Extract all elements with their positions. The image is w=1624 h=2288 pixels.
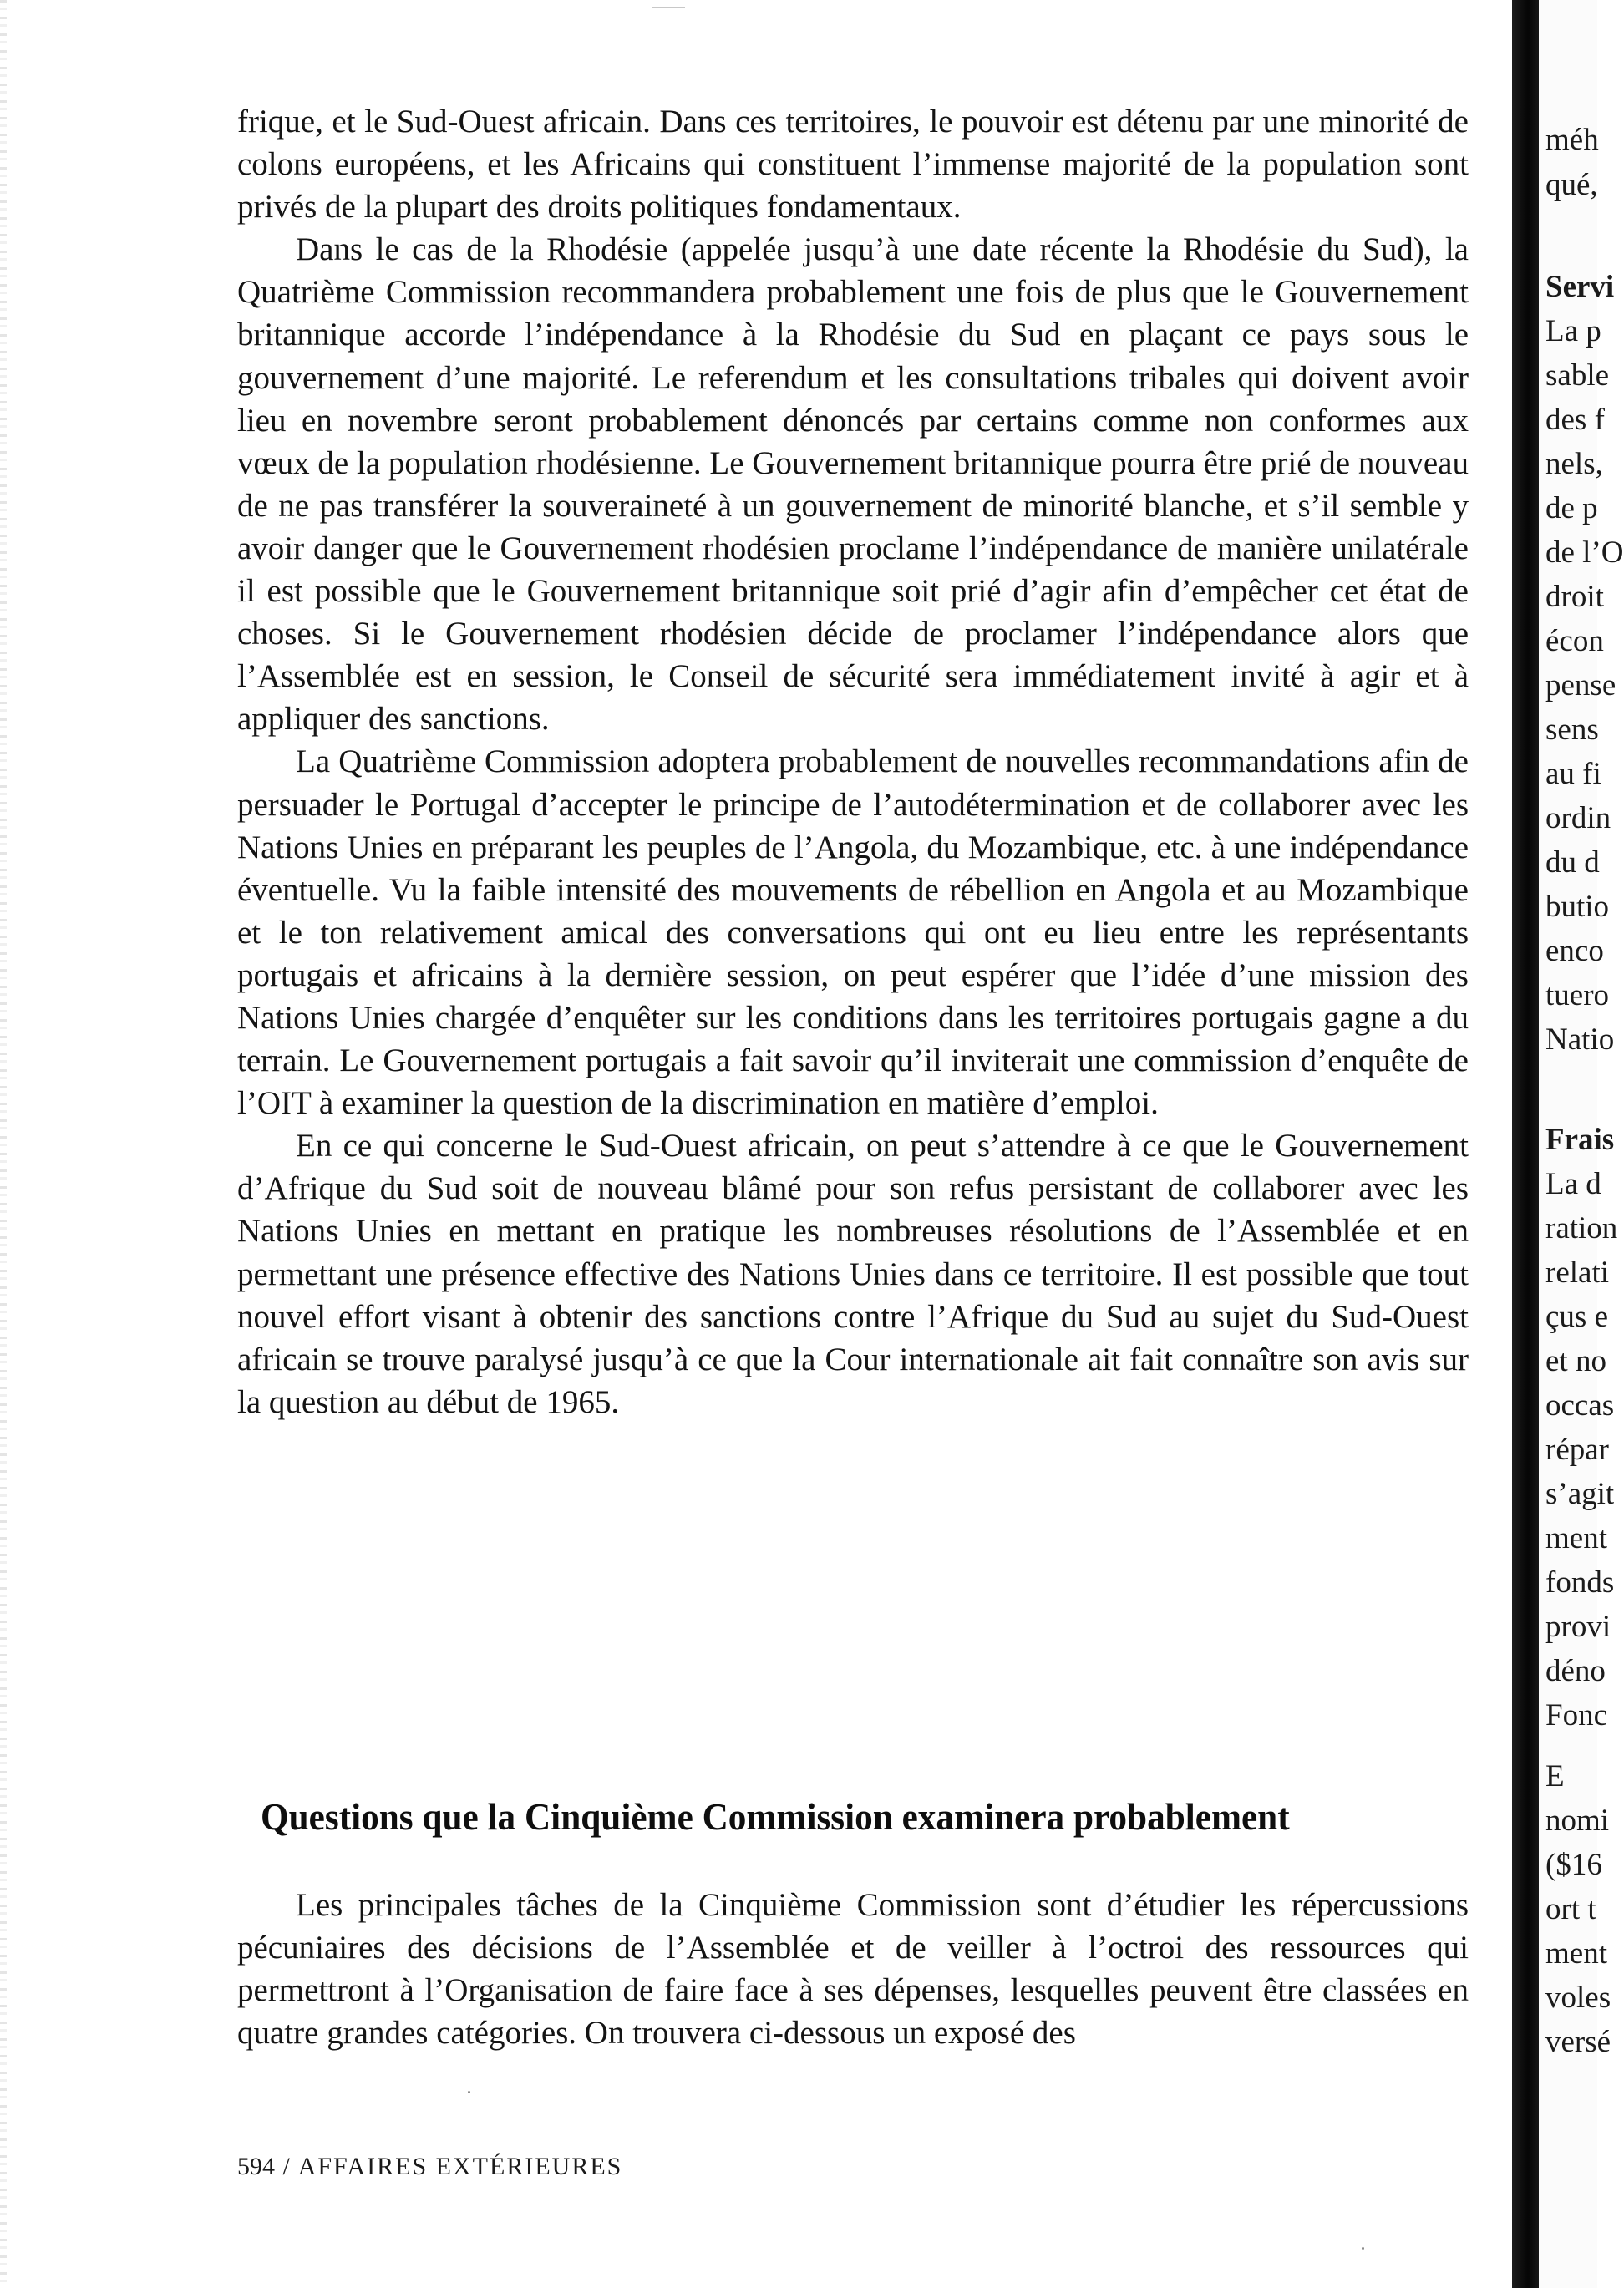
page-footer bbox=[237, 2150, 622, 2184]
facing-fragment: occas bbox=[1545, 1388, 1615, 1423]
facing-fragment: s’agit bbox=[1545, 1477, 1615, 1511]
facing-fragment: nels, bbox=[1545, 447, 1603, 481]
facing-fragment: qué, bbox=[1545, 168, 1598, 202]
facing-fragment: relati bbox=[1545, 1256, 1610, 1290]
facing-fragment: et no bbox=[1545, 1344, 1606, 1378]
scan-mark bbox=[652, 7, 685, 8]
facing-fragment: droit bbox=[1545, 580, 1604, 614]
paragraph-fifth-committee: Les principales tâches de la Cinquième Commission sont d’étudier les répercussions pécuniaires des décisions de l’Assemblée et de veiller à l’octroi des ressources qui permettront à l’Organisation de faire face à ses dépenses, lesquelles peuvent être classées en quatre grandes catégories. On trouvera ci-dessous un exposé des bbox=[237, 1887, 1469, 2052]
running-title: AFFAIRES EXTÉRIEURES bbox=[297, 2153, 623, 2180]
facing-fragment: Natio bbox=[1545, 1022, 1615, 1057]
facing-fragment: ($16 bbox=[1545, 1848, 1602, 1882]
facing-fragment: ment bbox=[1545, 1521, 1607, 1555]
binding-edge bbox=[0, 0, 7, 2288]
facing-fragment: versé bbox=[1545, 2025, 1611, 2059]
facing-fragment: enco bbox=[1545, 934, 1604, 968]
facing-fragment: sens bbox=[1545, 713, 1599, 747]
scan-speck bbox=[468, 2091, 470, 2093]
facing-fragment: au fi bbox=[1545, 757, 1601, 791]
paragraph-south-west-africa: En ce qui concerne le Sud-Ouest africain, on peut s’attendre à ce que le Gouvernement d’Afrique du Sud soit de nouveau blâmé pour son refus persistant de collaborer avec les Nations Unies en mettant en pratique les nombreuses résolutions de l’Assemblée et en permettant une présence effective des Nations Unies dans ce territoire. Il est possible que tout nouvel effort visant à obtenir des sanctions contre l’Afrique du Sud au sujet du Sud-Ouest africain se trouve paralysé jusqu’à ce que la Cour internationale ait fait connaître son avis sur la question au début de 1965. bbox=[237, 1128, 1469, 1420]
facing-fragment: de l’O bbox=[1545, 535, 1624, 570]
paragraph-continuation: frique, et le Sud-Ouest africain. Dans ces territoires, le pouvoir est détenu par une minorité de colons européens, et les Africains qui constituent l’immense majorité de la population sont privés de la plupart des droits politiques fondamentaux. bbox=[237, 104, 1469, 226]
facing-fragment: voles bbox=[1545, 1981, 1611, 2015]
facing-fragment: de p bbox=[1545, 491, 1598, 525]
facing-fragment-heading: Servi bbox=[1545, 270, 1615, 304]
scan-speck bbox=[1362, 2247, 1364, 2250]
facing-fragment: Fonc bbox=[1545, 1698, 1607, 1732]
facing-fragment: ordin bbox=[1545, 801, 1611, 835]
facing-fragment: du d bbox=[1545, 845, 1600, 880]
facing-fragment: méh bbox=[1545, 123, 1599, 157]
facing-fragment: butio bbox=[1545, 890, 1610, 924]
section-text bbox=[237, 1884, 1469, 2054]
facing-fragment: tuero bbox=[1545, 978, 1610, 1012]
facing-fragment: ment bbox=[1545, 1936, 1607, 1971]
facing-fragment: provi bbox=[1545, 1610, 1611, 1644]
facing-fragment: déno bbox=[1545, 1654, 1606, 1688]
facing-fragment: ration bbox=[1545, 1211, 1618, 1245]
facing-fragment: nomi bbox=[1545, 1804, 1610, 1838]
footer-separator: / bbox=[282, 2153, 292, 2180]
main-text-column bbox=[237, 100, 1469, 1423]
facing-fragment-heading: Frais bbox=[1545, 1123, 1615, 1157]
paragraph-rhodesia: Dans le cas de la Rhodésie (appelée jusqu’à une date récente la Rhodésie du Sud), la Quatrième Commission recommandera probablement une fois de plus que le Gouvernement britannique accorde l’indépendance à la Rhodésie du Sud en plaçant ce pays sous le gouvernement d’une majorité. Le referendum et les consultations tribales qui doivent avoir lieu en novembre seront probablement dénoncés par certains comme non conformes aux vœux de la population rhodésienne. Le Gouvernement britannique pourra être prié de nouveau de ne pas transférer la souveraineté à un gouvernement de minorité blanche, et s’il semble y avoir danger que le Gouvernement rhodésien proclame l’indépendance de manière unilatérale il est possible que le Gouvernement britannique soit prié d’agir afin d’empêcher cet état de choses. Si le Gouvernement rhodésien décide de proclamer l’indépendance alors que l’Assemblée est en session, le Conseil de sécurité sera immédiatement invité à agir et à appliquer des sanctions. bbox=[237, 231, 1469, 738]
facing-page-edge bbox=[1539, 0, 1624, 2288]
paragraph-portugal: La Quatrième Commission adoptera probablement de nouvelles recommandations afin de persuader le Portugal d’accepter le principe de l’autodétermination et de collaborer avec les Nations Unies en préparant les peuples de l’Angola, du Mozambique, etc. à une indépendance éventuelle. Vu la faible intensité des mouvements de rébellion en Angola et au Mozambique et le ton relativement amical des conversations qui ont eu lieu entre les représentants portugais et africains à la dernière session, on peut espérer que l’idée d’une mission des Nations Unies chargée d’enquêter sur les conditions dans les territoires portugais gagne a du terrain. Le Gouvernement portugais a fait savoir qu’il inviterait une commission d’enquête de l’OIT à examiner la question de la discrimination en matière d’emploi. bbox=[237, 743, 1469, 1122]
facing-fragment: sable bbox=[1545, 358, 1610, 393]
page-number: 594 bbox=[237, 2153, 275, 2180]
facing-fragment: La d bbox=[1545, 1167, 1601, 1201]
facing-fragment: des f bbox=[1545, 403, 1605, 437]
section-heading: Questions que la Cinquième Commission examinera probablement bbox=[261, 1795, 1290, 1838]
binding-gutter bbox=[1512, 0, 1539, 2288]
facing-fragment: pense bbox=[1545, 668, 1616, 703]
facing-fragment: La p bbox=[1545, 314, 1601, 348]
facing-fragment: fonds bbox=[1545, 1565, 1615, 1600]
facing-fragment: écon bbox=[1545, 624, 1604, 658]
facing-fragment: E bbox=[1545, 1759, 1565, 1793]
facing-fragment: çus e bbox=[1545, 1300, 1608, 1334]
facing-fragment: répar bbox=[1545, 1433, 1609, 1467]
facing-fragment: ort t bbox=[1545, 1892, 1596, 1926]
